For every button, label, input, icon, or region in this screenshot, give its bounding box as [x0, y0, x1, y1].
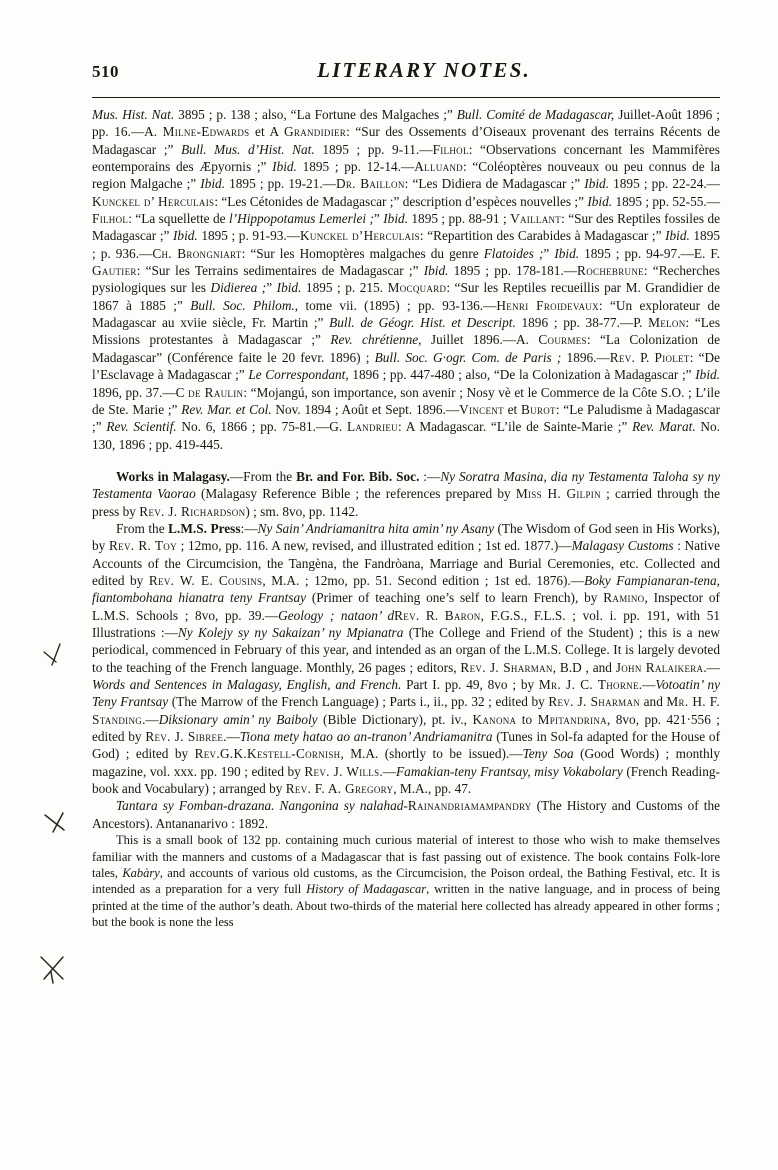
header-rule — [92, 97, 720, 98]
paragraph-works-in-malagasy: Works in Malagasy.—From the Br. and For. Bib. Soc. :—Ny Soratra Masina, dia ny Testamenta Taloha sy ny Testamenta Vaorao (Malagasy Reference Bible ; the references prepared by Miss H. Gilpin ; carried through the press by Rev. J. Richardson) ; sm. 8vo, pp. 1142. — [92, 468, 720, 519]
page-header — [92, 58, 720, 92]
page-text-block — [92, 106, 720, 931]
paragraph-bibliography-french: Mus. Hist. Nat. 3895 ; p. 138 ; also, “La Fortune des Malgaches ;” Bull. Comité de Madagascar, Juillet-Août 1896 ; pp. 16.—A. Milne-Edwards et A Grandidier: “Sur des Ossements d’Oiseaux provenant des terrains Récents de Madagascar ;” Bull. Mus. d’Hist. Nat. 1895 ; pp. 9-11.—Filhol: “Observations concernant les Mammifères eontemporains des Æpyornis ;” Ibid. 1895 ; pp. 12-14.—Alluand: “Coléoptères nouveaux ou peu connus de la region Malgache ;” Ibid. 1895 ; pp. 19-21.—Dr. Baillon: “Les Didiera de Madagascar ;” Ibid. 1895 ; pp. 22-24.—Kunckel d’ Herculais: “Les Cétonides de Madagascar ;” description d’espèces nouvelles ;” Ibid. 1895 ; pp. 52-55.—Filhol: “La squellette de l’Hippopotamus Lemerlei ;” Ibid. 1895 ; pp. 88-91 ; Vaillant: “Sur des Reptiles fossiles de Madagascar ;” Ibid. 1895 ; p. 91-93.—Kunckel d’Herculais: “Repartition des Carabides à Madagascar ;” Ibid. 1895 ; p. 936.—Ch. Brongniart: “Sur les Homoptères malgaches du genre Flatoides ;” Ibid. 1895 ; pp. 94-97.—E. F. Gautier: “Sur les Terrains sedimentaires de Madagascar ;” Ibid. 1895 ; pp. 178-181.—Rochebrune: “Recherches pysiologiques sur les Didierea ;” Ibid. 1895 ; p. 215. Mocquard: “Sur les Reptiles recueillis par M. Grandidier de 1867 à 1885 ;” Bull. Soc. Philom., tome vii. (1895) ; pp. 93-136.—Henri Froidevaux: “Un explorateur de Madagascar au xviie siècle, Fr. Martin ;” Bull. de Géogr. Hist. et Descript. 1896 ; pp. 38-77.—P. Melon: “Les Missions protestantes à Madagascar ;” Rev. chrétienne, Juillet 1896.—A. Courmes: “La Colonization de Madagascar” (Conférence faite le 20 fevr. 1896) ; Bull. Soc. G·ogr. Com. de Paris ; 1896.—Rev. P. Piolet: “De l’Esclavage à Madagascar ;” Le Correspondant, 1896 ; pp. 447-480 ; also, “De la Colonization à Madagascar ;” Ibid. 1896, pp. 37.—C de Raulin: “Mojangú, son importance, son avenir ; Nosy vè et le Commerce de la Côte S.O. ; L’ile de Ste. Marie ;” Rev. Mar. et Col. Nov. 1894 ; Août et Sept. 1896.—Vincent et Burot: “Le Paludisme à Madagascar ;” Rev. Scientif. No. 6, 1866 ; pp. 75-81.—G. Landrieu: A Madagascar. “L’ile de Sainte-Marie ;” Rev. Marat. No. 130, 1896 ; pp. 419-445. — [92, 107, 721, 452]
paragraph-lms-press: From the L.M.S. Press:—Ny Sain’ Andriamanitra hita amin’ ny Asany (The Wisdom of God seen in His Works), by Rev. R. Toy ; 12mo, pp. 116. A new, revised, and illustrated edition ; 1st ed. 1877.)—Malagasy Customs : Native Accounts of the Circumcision, the Tangèna, the Fandròana, Marriage and Burial Ceremonies, etc. Collected and edited by Rev. W. E. Cousins, M.A. ; 12mo, pp. 51. Second edition ; 1st ed. 1876).—Boky Fampianaran-tena, fiantombohana hianatra teny Frantsay (Primer of teaching one’s self to learn French), by Ramino, Inspector of L.M.S. Schools ; 8vo, pp. 39.—Geology ; nataon’ dRev. R. Baron, F.G.S., F.L.S. ; vol. i. pp. 191, with 51 Illustrations :—Ny Kolejy sy ny Sakaizan’ ny Mpianatra (The College and Friend of the Student) ; this is a new periodical, commenced in February of this year, and intended as an organ of the L.M.S. College. It is largely devoted to the teaching of the French language. Monthly, 26 pages ; editors, Rev. J. Sharman, B.D , and John Ralaikera.—Words and Sentences in Malagasy, English, and French. Part I. pp. 49, 8vo ; by Mr. J. C. Thorne.—Votoatin’ ny Teny Frantsay (The Marrow of the French Language) ; Parts i., ii., pp. 32 ; edited by Rev. J. Sharman and Mr. H. F. Standing.—Diksionary amin’ ny Baiboly (Bible Dictionary), pt. iv., Kanona to Mpitandrina, 8vo, pp. 421·556 ; edited by Rev. J. Sibree.—Tiona mety hatao ao an-tranon’ Andriamanitra (Tunes in Sol-fa adapted for the House of God) ; edited by Rev.G.K.Kestell-Cornish, M.A. (shortly to be issued).—Teny Soa (Good Words) ; monthly magazine, vol. xxx. pp. 190 ; edited by Rev. J. Wills.—Famakian-teny Frantsay, misy Vokabolary (French Reading-book and Vocabulary) ; arranged by Rev. F. A. Gregory, M.A., pp. 47. — [92, 520, 721, 797]
paragraph-tantara-sy-fomban-drazana: Tantara sy Fomban-drazana. Nangonina sy nalahad-Rainandriamampandry (The History and Customs of the Ancestors). Antananarivo : 1892. — [92, 798, 720, 831]
running-head-title: LITERARY NOTES. — [317, 58, 531, 82]
paragraph-book-description: This is a small book of 132 pp. containing much curious material of interest to those who wish to make themselves familiar with the manners and customs of a Madagascar that is fast passing out of existence. The book contains Folk-lore tales, Kabàry, and accounts of various old customs, as the Circumcision, the Poison ordeal, the Bathing Festival, etc. It is intended as a preparation for a very full History of Madagascar, written in the native language, and in process of being printed at the time of the author’s death. About two-thirds of the material here collected has already appeared in other forms ; but the book is none the less — [92, 833, 720, 930]
pencil-check-mark-1 — [40, 638, 74, 672]
pencil-cross-mark-2 — [42, 806, 76, 840]
pencil-cross-mark-3 — [38, 952, 72, 986]
page-number: 510 — [92, 62, 119, 81]
paragraph-spacer — [92, 453, 720, 468]
